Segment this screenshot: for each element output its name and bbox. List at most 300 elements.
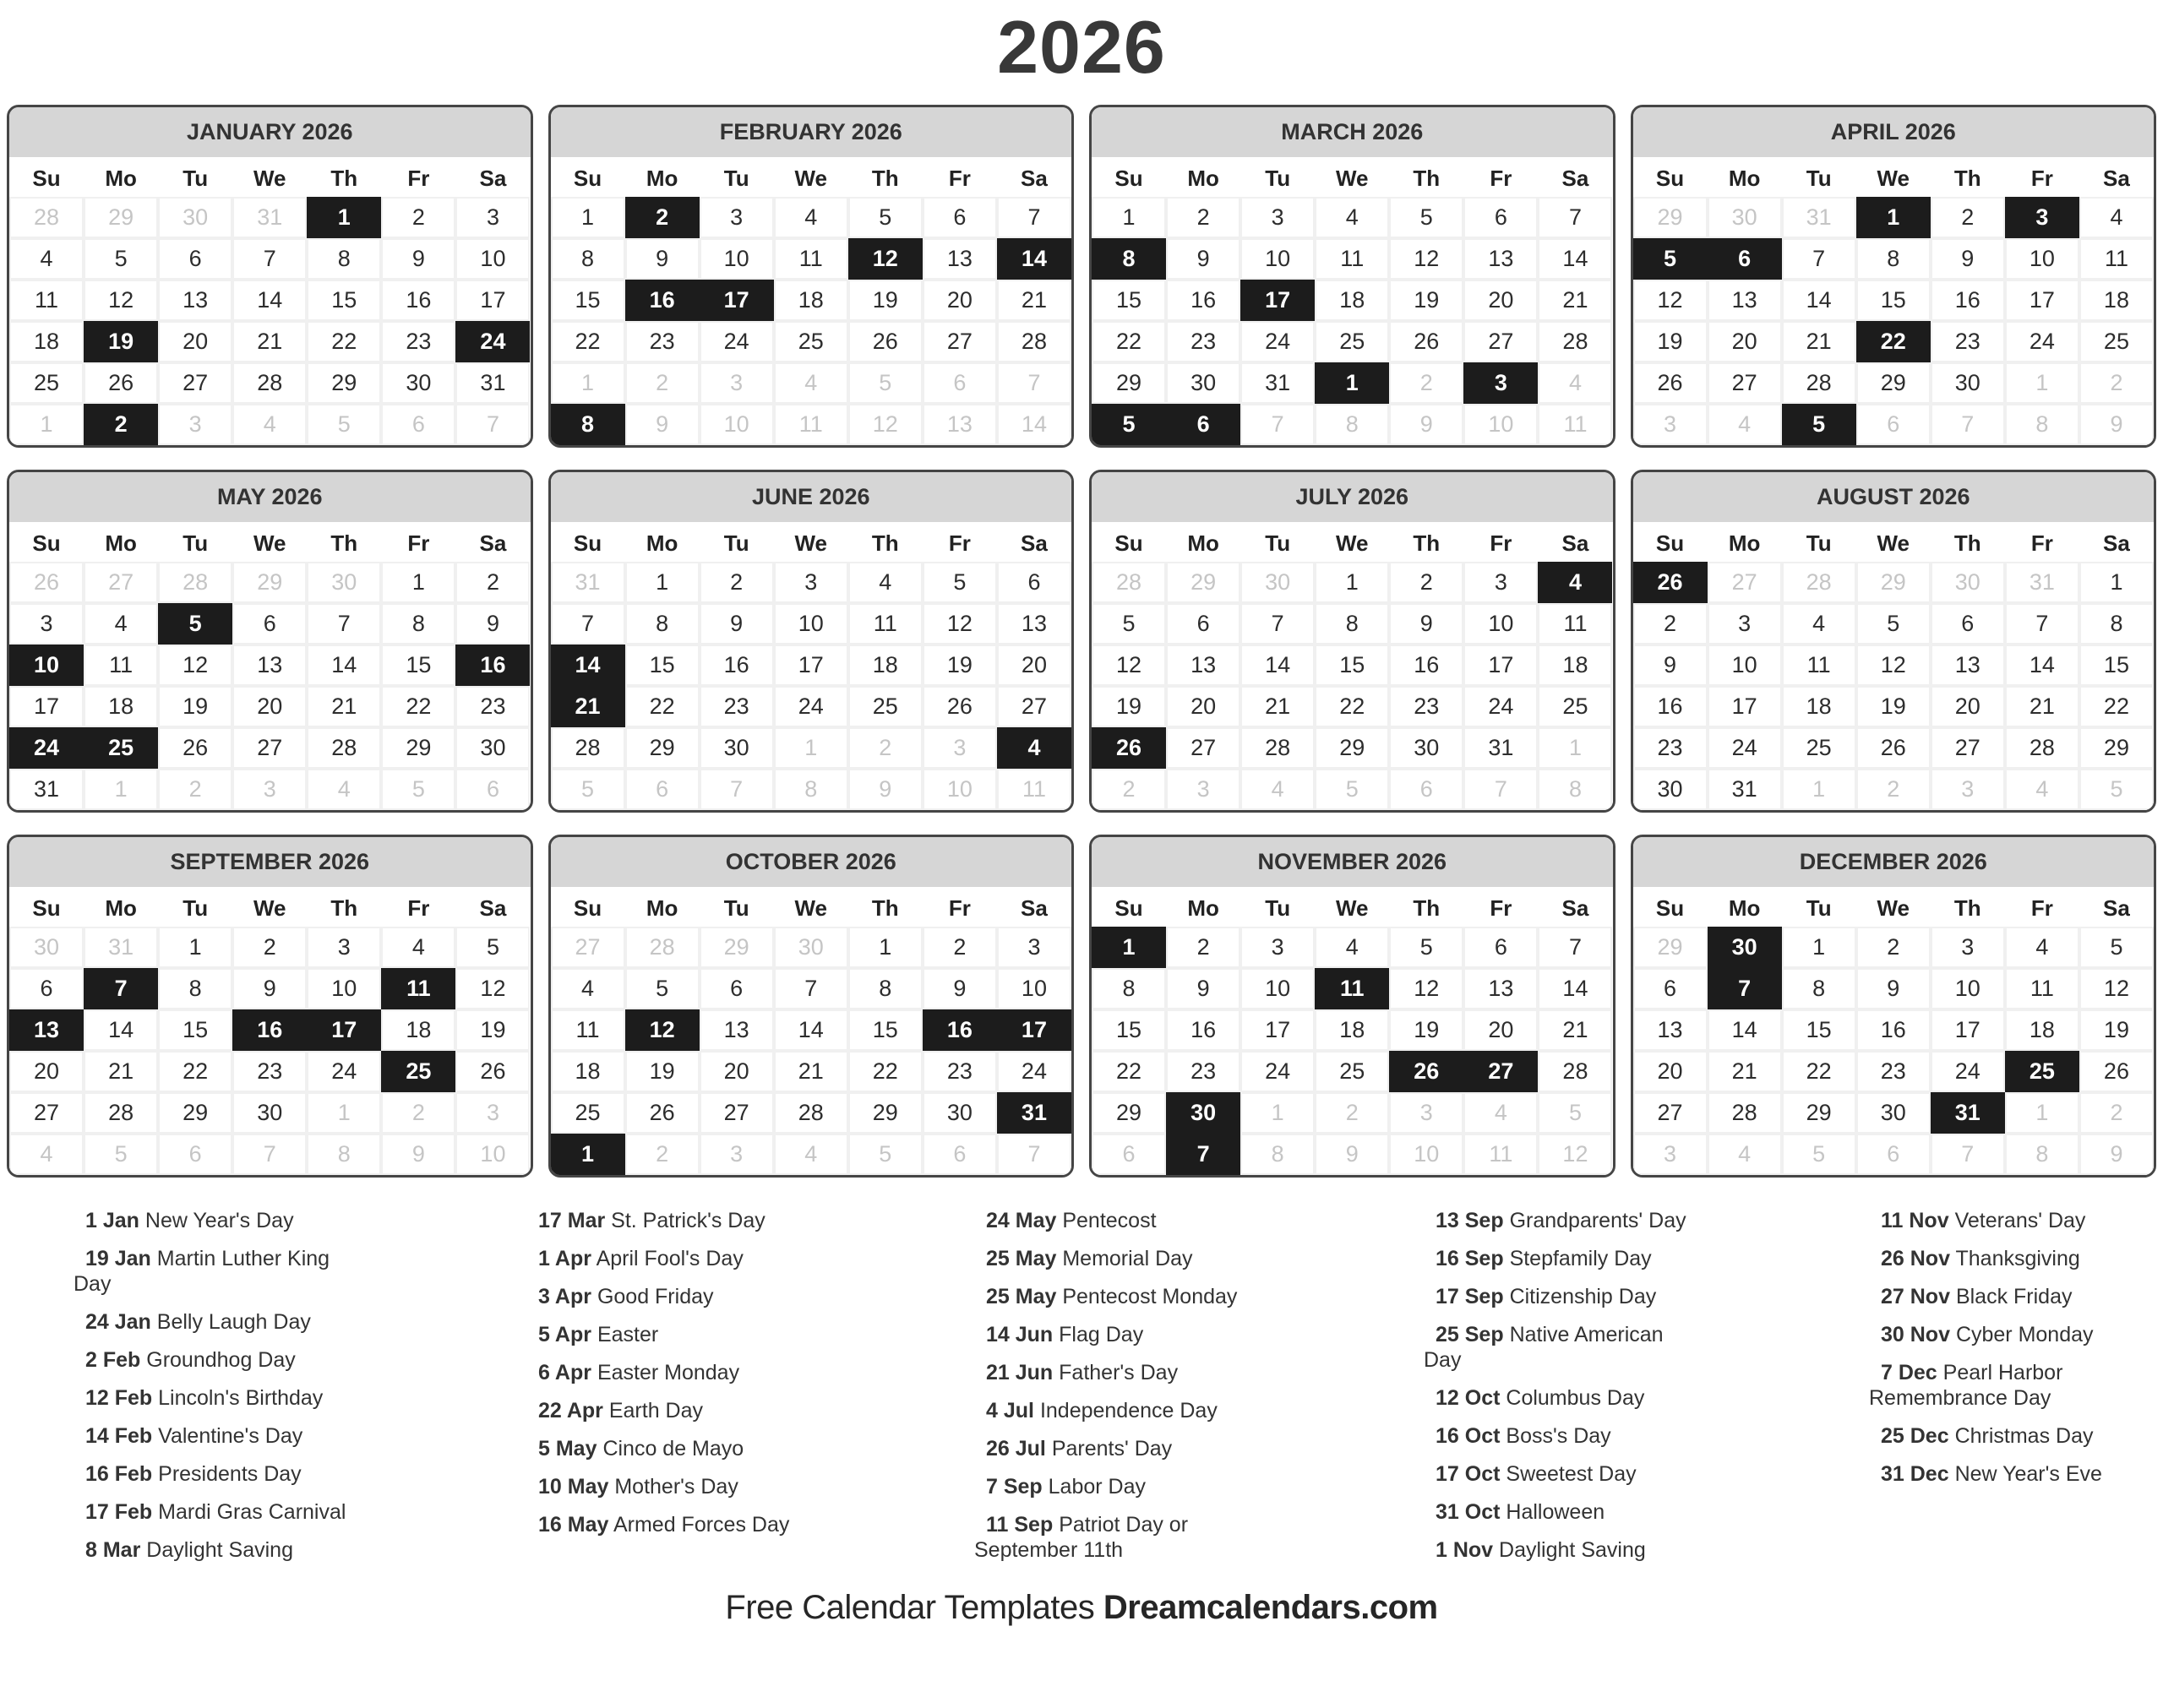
day-cell: 3 xyxy=(997,927,1071,968)
month-title: DECEMBER 2026 xyxy=(1633,837,2155,887)
day-cell: 9 xyxy=(1166,238,1240,280)
day-cell: 1 xyxy=(774,727,848,769)
day-cell: 12 xyxy=(1092,645,1166,686)
holiday-date: 16 May xyxy=(538,1513,609,1537)
day-cell: 5 xyxy=(625,968,700,1009)
day-cell: 4 xyxy=(774,197,848,238)
day-cell: 10 xyxy=(923,769,997,810)
day-cell: 11 xyxy=(9,280,84,321)
day-cell: 25 xyxy=(551,1092,625,1134)
day-cell: 30 xyxy=(1931,362,2005,404)
day-cell: 6 xyxy=(923,197,997,238)
day-cell: 31 xyxy=(1708,769,1782,810)
day-cell: 30 xyxy=(700,727,774,769)
day-cell: 12 xyxy=(158,645,232,686)
weekday-label: Mo xyxy=(646,895,678,921)
day-cell: 22 xyxy=(1782,1051,1856,1092)
holiday-name: Daylight Saving xyxy=(146,1538,293,1562)
day-cell: 17 xyxy=(9,686,84,727)
holiday-name: Martin Luther King Day xyxy=(74,1247,330,1296)
weekday-label: Tu xyxy=(183,530,209,556)
day-cell: 3 xyxy=(700,362,774,404)
holiday-item xyxy=(1424,1461,1703,1487)
day-cell: 12 xyxy=(1538,1134,1612,1175)
weekday-label: Tu xyxy=(723,530,749,556)
weekday-label: Mo xyxy=(105,895,137,921)
weekday-label: Mo xyxy=(1187,166,1219,191)
day-cell: 6 xyxy=(625,769,700,810)
day-cell-holiday: 30 xyxy=(1166,1092,1240,1134)
day-cell: 10 xyxy=(1240,968,1315,1009)
holiday-date: 27 Nov xyxy=(1881,1285,1950,1308)
weekday-label: Th xyxy=(871,530,899,556)
day-cell: 6 xyxy=(158,238,232,280)
weekday-label: Sa xyxy=(479,166,507,191)
day-cell: 19 xyxy=(923,645,997,686)
day-cell: 11 xyxy=(2005,968,2079,1009)
weekday-row xyxy=(551,887,1072,927)
month-title: FEBRUARY 2026 xyxy=(551,107,1072,157)
day-cell: 29 xyxy=(2079,727,2154,769)
day-cell: 11 xyxy=(1782,645,1856,686)
day-cell: 5 xyxy=(307,404,381,445)
holiday-name: Earth Day xyxy=(608,1399,704,1422)
day-cell: 31 xyxy=(9,769,84,810)
day-cell: 22 xyxy=(1092,321,1166,362)
day-cell: 31 xyxy=(1782,197,1856,238)
day-cell: 29 xyxy=(1092,1092,1166,1134)
weekday-label: Su xyxy=(1655,166,1685,191)
day-cell: 28 xyxy=(1782,562,1856,603)
holiday-date: 26 Nov xyxy=(1881,1247,1950,1270)
day-cell: 25 xyxy=(1315,1051,1389,1092)
holiday-item xyxy=(974,1398,1253,1423)
day-cell: 5 xyxy=(1538,1092,1612,1134)
month-title: JULY 2026 xyxy=(1092,472,1613,522)
day-cell: 7 xyxy=(1931,1134,2005,1175)
weekday-label: Tu xyxy=(183,166,209,191)
day-cell: 26 xyxy=(158,727,232,769)
day-cell: 19 xyxy=(1389,280,1463,321)
day-cell: 4 xyxy=(84,603,158,645)
day-cell: 14 xyxy=(1240,645,1315,686)
holiday-date: 7 Dec xyxy=(1881,1361,1937,1384)
weekday-label: We xyxy=(794,166,827,191)
day-cell: 18 xyxy=(1538,645,1612,686)
day-cell-holiday: 19 xyxy=(84,321,158,362)
holiday-item xyxy=(1424,1208,1703,1233)
day-cell-holiday: 25 xyxy=(84,727,158,769)
day-cell: 10 xyxy=(997,968,1071,1009)
day-cell: 7 xyxy=(1538,197,1612,238)
day-cell: 15 xyxy=(848,1009,923,1051)
holiday-item xyxy=(974,1284,1253,1309)
day-cell-holiday: 6 xyxy=(1708,238,1782,280)
day-cell-holiday: 17 xyxy=(997,1009,1071,1051)
day-cell: 19 xyxy=(625,1051,700,1092)
day-cell: 17 xyxy=(774,645,848,686)
day-cell-holiday: 6 xyxy=(1166,404,1240,445)
day-cell: 8 xyxy=(307,1134,381,1175)
day-cell: 22 xyxy=(1315,686,1389,727)
day-cell: 5 xyxy=(84,238,158,280)
day-cell: 20 xyxy=(1463,1009,1538,1051)
holiday-item xyxy=(526,1398,805,1423)
day-cell: 20 xyxy=(1931,686,2005,727)
day-cell: 6 xyxy=(1166,603,1240,645)
day-cell: 12 xyxy=(1389,238,1463,280)
weekday-label: Fr xyxy=(407,895,430,921)
day-cell: 12 xyxy=(1633,280,1708,321)
day-cell: 11 xyxy=(848,603,923,645)
weekday-label: Tu xyxy=(1265,166,1291,191)
day-cell: 9 xyxy=(1389,603,1463,645)
day-cell-holiday: 8 xyxy=(1092,238,1166,280)
day-cell: 15 xyxy=(1315,645,1389,686)
day-cell: 2 xyxy=(232,927,307,968)
holiday-date: 3 Apr xyxy=(538,1285,591,1308)
weekday-row xyxy=(9,522,531,562)
holiday-date: 10 May xyxy=(538,1475,609,1499)
day-cell-holiday: 24 xyxy=(9,727,84,769)
day-cell: 14 xyxy=(84,1009,158,1051)
day-cell: 5 xyxy=(1782,1134,1856,1175)
day-cell: 7 xyxy=(1240,603,1315,645)
day-cell: 13 xyxy=(923,404,997,445)
day-cell: 7 xyxy=(997,1134,1071,1175)
holiday-name: Valentine's Day xyxy=(158,1424,303,1448)
day-cell: 1 xyxy=(625,562,700,603)
day-cell: 17 xyxy=(1240,1009,1315,1051)
weekday-label: Tu xyxy=(723,895,749,921)
holiday-item xyxy=(526,1360,805,1385)
weekday-label: We xyxy=(794,895,827,921)
day-cell: 14 xyxy=(1708,1009,1782,1051)
holiday-name: New Year's Eve xyxy=(1954,1462,2102,1486)
day-cell: 11 xyxy=(2079,238,2154,280)
holiday-date: 16 Oct xyxy=(1436,1424,1501,1448)
day-cell-holiday: 4 xyxy=(1538,562,1612,603)
weekday-label: We xyxy=(253,166,286,191)
day-cell: 4 xyxy=(774,1134,848,1175)
day-cell: 18 xyxy=(1782,686,1856,727)
day-cell: 10 xyxy=(700,404,774,445)
day-cell-holiday: 24 xyxy=(455,321,530,362)
day-cell: 9 xyxy=(1166,968,1240,1009)
day-cell: 30 xyxy=(1389,727,1463,769)
day-cell: 15 xyxy=(1092,280,1166,321)
day-cell: 22 xyxy=(551,321,625,362)
weekday-row xyxy=(551,157,1072,197)
holiday-item xyxy=(526,1512,805,1537)
day-cell: 29 xyxy=(1092,362,1166,404)
weekday-label: Mo xyxy=(1187,895,1219,921)
day-cell: 8 xyxy=(2079,603,2154,645)
day-cell-holiday: 16 xyxy=(923,1009,997,1051)
weekday-label: Su xyxy=(1655,895,1685,921)
day-cell: 4 xyxy=(848,562,923,603)
day-cell: 27 xyxy=(997,686,1071,727)
day-cell: 10 xyxy=(455,238,530,280)
day-cell: 8 xyxy=(2005,1134,2079,1175)
holiday-item xyxy=(1869,1284,2148,1309)
day-cell: 10 xyxy=(455,1134,530,1175)
day-cell: 10 xyxy=(307,968,381,1009)
holiday-date: 14 Jun xyxy=(986,1323,1054,1346)
day-cell: 29 xyxy=(700,927,774,968)
day-cell: 2 xyxy=(700,562,774,603)
day-cell: 4 xyxy=(232,404,307,445)
day-cell: 23 xyxy=(455,686,530,727)
day-cell: 22 xyxy=(381,686,455,727)
day-cell: 2 xyxy=(1315,1092,1389,1134)
day-cell-holiday: 11 xyxy=(1315,968,1389,1009)
day-cell: 6 xyxy=(232,603,307,645)
holiday-item xyxy=(74,1385,352,1411)
holiday-date: 6 Apr xyxy=(538,1361,591,1384)
weekday-label: Mo xyxy=(1728,530,1761,556)
weekday-label: Sa xyxy=(2103,530,2130,556)
day-cell: 2 xyxy=(1389,362,1463,404)
holiday-item xyxy=(1424,1499,1703,1525)
holiday-name: Thanksgiving xyxy=(1955,1247,2080,1270)
day-cell: 9 xyxy=(1931,238,2005,280)
day-cell: 15 xyxy=(1092,1009,1166,1051)
day-cell: 29 xyxy=(1315,727,1389,769)
day-cell: 3 xyxy=(1931,769,2005,810)
day-cell: 9 xyxy=(1315,1134,1389,1175)
day-cell: 1 xyxy=(551,362,625,404)
day-cell: 21 xyxy=(1538,1009,1612,1051)
day-cell-holiday: 21 xyxy=(551,686,625,727)
day-cell: 19 xyxy=(1389,1009,1463,1051)
day-cell: 26 xyxy=(84,362,158,404)
day-cell: 28 xyxy=(551,727,625,769)
holiday-item xyxy=(1869,1246,2148,1271)
day-cell: 30 xyxy=(1931,562,2005,603)
weekday-label: We xyxy=(253,530,286,556)
weekday-label: Fr xyxy=(2030,895,2053,921)
weekday-label: We xyxy=(1335,166,1369,191)
day-cell: 10 xyxy=(1931,968,2005,1009)
day-cell: 16 xyxy=(1856,1009,1931,1051)
holiday-item xyxy=(1424,1284,1703,1309)
weekday-label: Su xyxy=(1114,166,1143,191)
weekday-row xyxy=(1092,522,1613,562)
day-cell-holiday: 4 xyxy=(997,727,1071,769)
holiday-date: 26 Jul xyxy=(986,1437,1046,1461)
day-cell: 7 xyxy=(307,603,381,645)
day-cell: 18 xyxy=(1315,1009,1389,1051)
day-cell: 9 xyxy=(1856,968,1931,1009)
day-cell: 23 xyxy=(381,321,455,362)
day-cell: 8 xyxy=(848,968,923,1009)
day-cell: 5 xyxy=(923,562,997,603)
months-grid xyxy=(0,105,2163,1178)
day-cell: 4 xyxy=(1708,1134,1782,1175)
day-cell: 28 xyxy=(774,1092,848,1134)
day-cell: 3 xyxy=(1240,197,1315,238)
day-cell-holiday: 3 xyxy=(1463,362,1538,404)
holiday-item xyxy=(74,1461,352,1487)
day-cell-holiday: 30 xyxy=(1708,927,1782,968)
holiday-date: 2 Feb xyxy=(85,1348,141,1372)
day-cell: 10 xyxy=(1240,238,1315,280)
weekday-label: We xyxy=(794,530,827,556)
weekday-label: Fr xyxy=(1490,166,1512,191)
day-cell: 9 xyxy=(625,404,700,445)
day-cell: 28 xyxy=(84,1092,158,1134)
day-cell-holiday: 3 xyxy=(2005,197,2079,238)
day-cell: 15 xyxy=(158,1009,232,1051)
month-may xyxy=(7,470,533,813)
day-cell-holiday: 17 xyxy=(307,1009,381,1051)
holiday-date: 16 Sep xyxy=(1436,1247,1504,1270)
month-february xyxy=(548,105,1075,448)
weekday-label: Mo xyxy=(646,166,678,191)
day-cell: 7 xyxy=(1240,404,1315,445)
day-cell: 13 xyxy=(997,603,1071,645)
day-cell-holiday: 5 xyxy=(158,603,232,645)
holiday-date: 17 Feb xyxy=(85,1500,153,1524)
holiday-name: Mother's Day xyxy=(614,1475,738,1499)
day-cell: 1 xyxy=(1782,769,1856,810)
day-cell: 6 xyxy=(1856,404,1931,445)
holiday-item xyxy=(74,1246,352,1297)
day-cell: 9 xyxy=(2079,1134,2154,1175)
weekday-label: Fr xyxy=(948,166,971,191)
day-cell: 13 xyxy=(1463,968,1538,1009)
day-cell-holiday: 31 xyxy=(997,1092,1071,1134)
weekday-label: Th xyxy=(1413,895,1441,921)
day-cell: 17 xyxy=(455,280,530,321)
day-cell: 3 xyxy=(923,727,997,769)
day-cell: 29 xyxy=(381,727,455,769)
day-cell: 1 xyxy=(1538,727,1612,769)
day-cell: 8 xyxy=(1856,238,1931,280)
day-cell: 21 xyxy=(997,280,1071,321)
footer-brand-link[interactable]: Dreamcalendars.com xyxy=(1103,1589,1438,1626)
day-cell: 28 xyxy=(158,562,232,603)
day-cell: 8 xyxy=(1240,1134,1315,1175)
day-cell: 6 xyxy=(9,968,84,1009)
day-cell: 26 xyxy=(1389,321,1463,362)
holiday-item xyxy=(1869,1322,2148,1347)
holiday-date: 4 Jul xyxy=(986,1399,1034,1422)
day-cell: 7 xyxy=(700,769,774,810)
holiday-name: Boss's Day xyxy=(1506,1424,1611,1448)
day-cell: 15 xyxy=(381,645,455,686)
day-cell: 27 xyxy=(1708,362,1782,404)
holiday-item xyxy=(1424,1246,1703,1271)
day-cell: 16 xyxy=(1166,1009,1240,1051)
day-cell: 17 xyxy=(1708,686,1782,727)
weekday-label: Fr xyxy=(407,166,430,191)
weekday-label: Tu xyxy=(1265,530,1291,556)
weekday-label: Su xyxy=(32,530,61,556)
day-cell: 28 xyxy=(1092,562,1166,603)
day-cell: 2 xyxy=(1092,769,1166,810)
day-cell: 27 xyxy=(1166,727,1240,769)
day-cell: 13 xyxy=(1166,645,1240,686)
day-cell: 19 xyxy=(1633,321,1708,362)
weekday-label: Mo xyxy=(1728,895,1761,921)
day-cell: 18 xyxy=(9,321,84,362)
day-cell: 10 xyxy=(1463,404,1538,445)
day-cell: 7 xyxy=(1538,927,1612,968)
day-cell: 5 xyxy=(455,927,530,968)
day-cell: 3 xyxy=(1931,927,2005,968)
holiday-name: Pentecost xyxy=(1062,1209,1157,1232)
day-cell-holiday: 12 xyxy=(848,238,923,280)
holiday-name: Halloween xyxy=(1506,1500,1605,1524)
day-cell: 12 xyxy=(2079,968,2154,1009)
holiday-name: Native American Day xyxy=(1424,1323,1664,1372)
day-cell: 24 xyxy=(307,1051,381,1092)
holiday-date: 12 Oct xyxy=(1436,1386,1501,1410)
day-cell: 27 xyxy=(1708,562,1782,603)
day-cell: 10 xyxy=(1708,645,1782,686)
holiday-date: 17 Oct xyxy=(1436,1462,1501,1486)
weekday-label: Mo xyxy=(105,166,137,191)
day-cell: 13 xyxy=(700,1009,774,1051)
day-cell: 13 xyxy=(1931,645,2005,686)
day-cell: 4 xyxy=(307,769,381,810)
day-cell-holiday: 7 xyxy=(84,968,158,1009)
weekday-label: Sa xyxy=(1021,530,1048,556)
holiday-name: Easter xyxy=(597,1323,659,1346)
holiday-name: Easter Monday xyxy=(597,1361,740,1384)
day-cell: 18 xyxy=(2005,1009,2079,1051)
day-cell: 9 xyxy=(923,968,997,1009)
day-cell: 24 xyxy=(700,321,774,362)
day-cell: 10 xyxy=(700,238,774,280)
day-cell: 8 xyxy=(2005,404,2079,445)
day-cell: 31 xyxy=(1240,362,1315,404)
day-cell: 25 xyxy=(2079,321,2154,362)
day-cell-holiday: 2 xyxy=(84,404,158,445)
holiday-date: 25 May xyxy=(986,1247,1057,1270)
holiday-date: 5 Apr xyxy=(538,1323,591,1346)
day-cell: 3 xyxy=(1240,927,1315,968)
day-cell: 28 xyxy=(307,727,381,769)
day-cell: 29 xyxy=(1633,927,1708,968)
day-cell: 6 xyxy=(1856,1134,1931,1175)
day-grid xyxy=(1092,197,1613,445)
day-grid xyxy=(9,927,531,1175)
month-title: NOVEMBER 2026 xyxy=(1092,837,1613,887)
day-cell: 4 xyxy=(774,362,848,404)
holiday-date: 13 Sep xyxy=(1436,1209,1504,1232)
holiday-column xyxy=(74,1208,526,1575)
month-october xyxy=(548,835,1075,1178)
holiday-date: 24 May xyxy=(986,1209,1057,1232)
day-cell: 24 xyxy=(774,686,848,727)
day-cell: 31 xyxy=(232,197,307,238)
day-cell: 20 xyxy=(232,686,307,727)
day-cell: 6 xyxy=(381,404,455,445)
day-cell-holiday: 17 xyxy=(700,280,774,321)
day-cell-holiday: 25 xyxy=(381,1051,455,1092)
day-cell: 25 xyxy=(9,362,84,404)
day-cell: 18 xyxy=(1315,280,1389,321)
day-cell: 28 xyxy=(625,927,700,968)
day-cell: 30 xyxy=(923,1092,997,1134)
weekday-label: Tu xyxy=(1806,166,1832,191)
day-cell: 23 xyxy=(1166,1051,1240,1092)
day-cell: 5 xyxy=(1315,769,1389,810)
weekday-label: Th xyxy=(871,895,899,921)
